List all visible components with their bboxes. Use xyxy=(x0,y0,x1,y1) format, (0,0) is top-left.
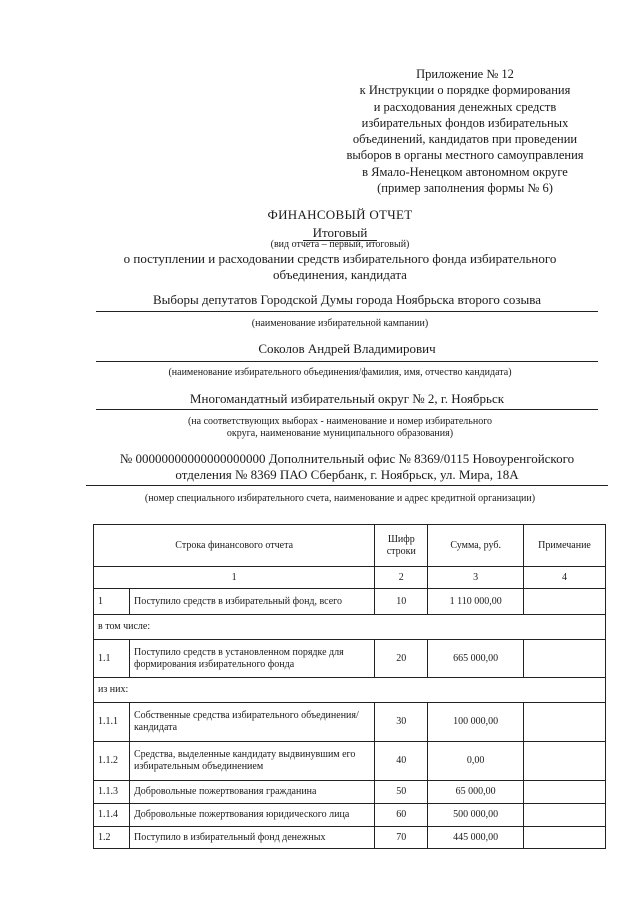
row-code: 40 xyxy=(375,742,428,781)
table-row xyxy=(94,589,606,615)
row-code: 30 xyxy=(375,703,428,742)
report-kind-caption: (вид отчета – первый, итоговый) xyxy=(270,239,410,250)
document-title: ФИНАНСОВЫЙ ОТЧЕТ xyxy=(267,207,413,222)
table-row xyxy=(94,640,606,678)
district-caption xyxy=(60,416,620,440)
row-note xyxy=(524,827,606,849)
section-label: из них: xyxy=(94,678,606,703)
row-number: 1 xyxy=(94,589,130,615)
appendix-line: Приложение № 12 xyxy=(416,67,514,81)
row-number: 1.1 xyxy=(94,640,130,678)
appendix-line: (пример заполнения формы № 6) xyxy=(377,181,553,196)
table-section-row xyxy=(94,678,606,703)
candidate-rule xyxy=(96,361,598,362)
appendix-line: и расходования денежных средств xyxy=(373,99,557,114)
column-number: 2 xyxy=(375,567,428,589)
row-code: 60 xyxy=(375,804,428,827)
account-rule xyxy=(86,485,608,486)
row-sum: 1 110 000,00 xyxy=(428,589,524,615)
table-header-row xyxy=(94,525,606,567)
row-number: 1.1.2 xyxy=(94,742,130,781)
row-number: 1.1.1 xyxy=(94,703,130,742)
row-sum: 0,00 xyxy=(428,742,524,781)
row-number: 1.1.4 xyxy=(94,804,130,827)
column-number-row xyxy=(94,567,606,589)
row-note xyxy=(524,640,606,678)
appendix-line: объединений, кандидатов при проведении xyxy=(352,132,578,147)
campaign-rule xyxy=(96,311,598,312)
row-sum: 500 000,00 xyxy=(428,804,524,827)
column-number: 1 xyxy=(94,567,375,589)
column-number: 3 xyxy=(428,567,524,589)
table-row xyxy=(94,804,606,827)
row-sum: 100 000,00 xyxy=(428,703,524,742)
candidate-name: Соколов Андрей Владимирович xyxy=(258,341,436,356)
row-number: 1.2 xyxy=(94,827,130,849)
row-number: 1.1.3 xyxy=(94,781,130,804)
section-label: в том числе: xyxy=(94,615,606,640)
district-rule xyxy=(96,409,598,410)
row-name: Поступило в избирательный фонд денежных xyxy=(129,827,374,849)
district-caption-line: (на соответствующих выборах - наименование и номер избирательного xyxy=(187,416,493,427)
account-caption: (номер специального избирательного счета, наименование и адрес кредитной организации) xyxy=(144,493,536,504)
row-code: 70 xyxy=(375,827,428,849)
row-name: Добровольные пожертвования юридического лица xyxy=(129,804,374,827)
header-sum: Сумма, руб. xyxy=(428,525,524,567)
district-caption-line: округа, наименование муниципального образования) xyxy=(226,428,454,439)
appendix-line: в Ямало-Ненецком автономном округе xyxy=(362,164,568,179)
campaign-caption: (наименование избирательной кампании) xyxy=(251,318,429,329)
row-name: Поступило средств в избирательный фонд, всего xyxy=(129,589,374,615)
district-name: Многомандатный избирательный округ № 2, г. Ноябрьск xyxy=(189,391,505,406)
row-note xyxy=(524,589,606,615)
table-row xyxy=(94,703,606,742)
appendix-line: к Инструкции о порядке формирования xyxy=(359,83,571,98)
row-code: 20 xyxy=(375,640,428,678)
report-kind: Итоговый xyxy=(303,226,378,241)
appendix-block xyxy=(330,66,600,196)
candidate-caption: (наименование избирательного объединения/фамилия, имя, отчество кандидата) xyxy=(168,367,512,378)
financial-table xyxy=(93,524,606,849)
account-details xyxy=(86,451,608,483)
purpose-line: объединения, кандидата xyxy=(273,267,407,282)
account-line: № 00000000000000000000 Дополнительный офис № 8369/0115 Новоуренгойского xyxy=(119,451,575,466)
table-row xyxy=(94,742,606,781)
report-purpose xyxy=(70,251,610,283)
account-line: отделения № 8369 ПАО Сбербанк, г. Ноябрьск, ул. Мира, 18А xyxy=(175,467,519,482)
table-section-row xyxy=(94,615,606,640)
row-sum: 665 000,00 xyxy=(428,640,524,678)
row-sum: 445 000,00 xyxy=(428,827,524,849)
row-name: Средства, выделенные кандидату выдвинувшим его избирательным объединением xyxy=(129,742,374,781)
row-name: Собственные средства избирательного объединения/кандидата xyxy=(129,703,374,742)
header-code: Шифр строки xyxy=(375,525,428,567)
row-note xyxy=(524,781,606,804)
row-code: 10 xyxy=(375,589,428,615)
row-note xyxy=(524,742,606,781)
column-number: 4 xyxy=(524,567,606,589)
table-row xyxy=(94,781,606,804)
appendix-line: выборов в органы местного самоуправления xyxy=(346,148,584,163)
appendix-line: избирательных фондов избирательных xyxy=(361,115,569,130)
table-row xyxy=(94,827,606,849)
row-note xyxy=(524,804,606,827)
row-code: 50 xyxy=(375,781,428,804)
row-note xyxy=(524,703,606,742)
header-line: Строка финансового отчета xyxy=(94,525,375,567)
purpose-line: о поступлении и расходовании средств избирательного фонда избирательного xyxy=(123,251,557,266)
header-note: Примечание xyxy=(524,525,606,567)
row-name: Добровольные пожертвования гражданина xyxy=(129,781,374,804)
row-sum: 65 000,00 xyxy=(428,781,524,804)
campaign-name: Выборы депутатов Городской Думы города Ноябрьска второго созыва xyxy=(153,292,541,307)
row-name: Поступило средств в установленном порядке для формирования избирательного фонда xyxy=(129,640,374,678)
